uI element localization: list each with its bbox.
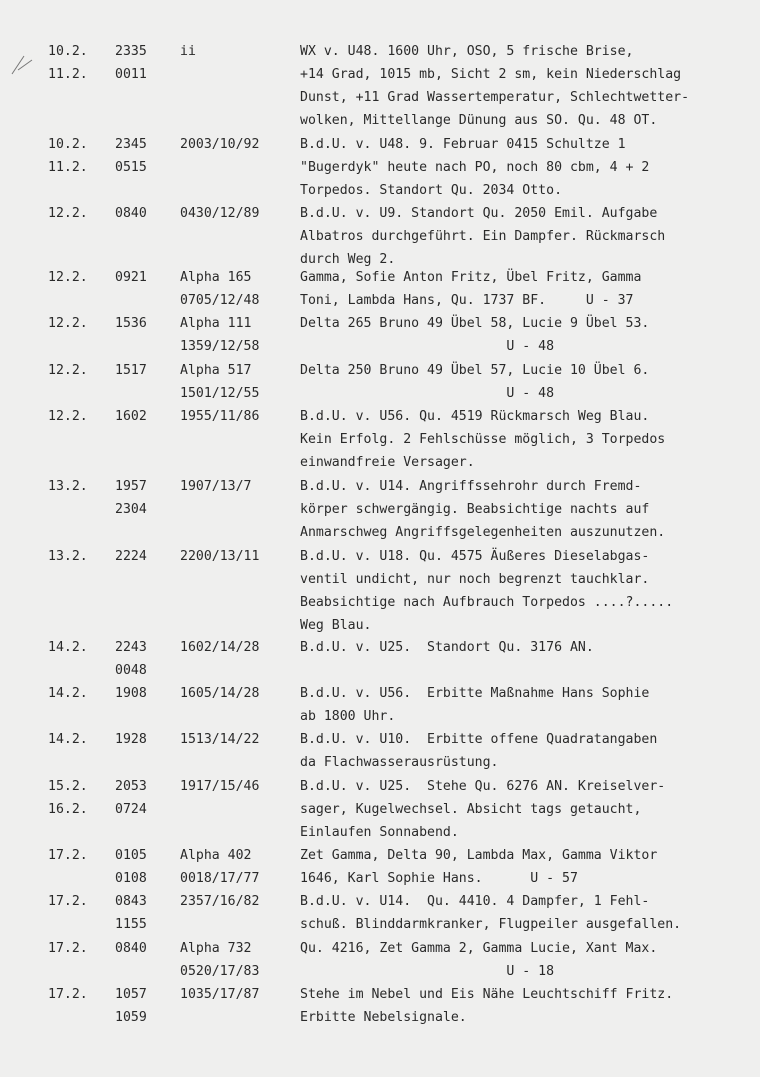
entry-text: U - 18 (300, 964, 555, 979)
entry-time: 2304 (115, 502, 147, 517)
entry-time: 0840 (115, 941, 147, 956)
log-entry (0, 266, 760, 312)
entry-date: 17.2. (48, 987, 88, 1002)
entry-date-column (48, 937, 108, 960)
entry-date-column (48, 983, 108, 1006)
entry-date: 16.2. (48, 802, 88, 817)
entry-time: 2224 (115, 549, 147, 564)
entry-date: 12.2. (48, 409, 88, 424)
entry-date: 12.2. (48, 363, 88, 378)
entry-date-column (48, 133, 108, 179)
log-entry (0, 983, 760, 1029)
entry-text: B.d.U. v. U56. Erbitte Maßnahme Hans Sophie (300, 686, 650, 701)
entry-text: B.d.U. v. U25. Standort Qu. 3176 AN. (300, 640, 594, 655)
entry-text: durch Weg 2. (300, 252, 396, 267)
entry-reference: 1359/12/58 (180, 339, 260, 354)
entry-time: 1602 (115, 409, 147, 424)
entry-time-column (115, 728, 170, 751)
entry-text-column (300, 545, 758, 637)
entry-date: 12.2. (48, 206, 88, 221)
entry-date-column (48, 475, 108, 498)
entry-time: 1536 (115, 316, 147, 331)
entry-date-column (48, 728, 108, 751)
log-entry (0, 405, 760, 474)
entry-time-column (115, 545, 170, 568)
entry-text-column (300, 312, 758, 358)
entry-text: Stehe im Nebel und Eis Nähe Leuchtschiff Fritz. (300, 987, 674, 1002)
log-entry (0, 890, 760, 936)
entry-text: Einlaufen Sonnabend. (300, 825, 459, 840)
entry-date: 14.2. (48, 640, 88, 655)
entry-time-column (115, 133, 170, 179)
entry-reference-column (180, 636, 295, 659)
entry-time: 0105 (115, 848, 147, 863)
entry-time: 0921 (115, 270, 147, 285)
entry-time-column (115, 937, 170, 960)
entry-text: sager, Kugelwechsel. Absicht tags getaucht, (300, 802, 642, 817)
entry-text-column (300, 937, 758, 983)
entry-time: 0724 (115, 802, 147, 817)
entry-text: B.d.U. v. U56. Qu. 4519 Rückmarsch Weg Blau. (300, 409, 650, 424)
entry-date-column (48, 682, 108, 705)
entry-date: 17.2. (48, 894, 88, 909)
entry-reference-column (180, 890, 295, 913)
entry-text-column (300, 133, 758, 202)
entry-reference-column (180, 312, 295, 358)
entry-time-column (115, 475, 170, 521)
log-entry (0, 202, 760, 271)
entry-date: 17.2. (48, 941, 88, 956)
entry-time: 1908 (115, 686, 147, 701)
entry-text: Delta 265 Bruno 49 Übel 58, Lucie 9 Übel 53. (300, 316, 650, 331)
log-entry (0, 133, 760, 202)
entry-reference: 0520/17/83 (180, 964, 260, 979)
entry-time-column (115, 844, 170, 890)
entry-text-column (300, 40, 758, 132)
entry-date: 11.2. (48, 67, 88, 82)
entry-reference: 1501/12/55 (180, 386, 260, 401)
entry-date: 14.2. (48, 732, 88, 747)
entry-date-column (48, 890, 108, 913)
entry-text: B.d.U. v. U18. Qu. 4575 Äußeres Dieselabgas- (300, 549, 650, 564)
entry-time: 2345 (115, 137, 147, 152)
entry-text: WX v. U48. 1600 Uhr, OSO, 5 frische Brise, (300, 44, 634, 59)
entry-text-column (300, 266, 758, 312)
entry-text: Kein Erfolg. 2 Fehlschüsse möglich, 3 Torpedos (300, 432, 666, 447)
log-entry (0, 545, 760, 637)
entry-reference: 0018/17/77 (180, 871, 260, 886)
entry-reference: 2003/10/92 (180, 137, 260, 152)
entry-time: 0108 (115, 871, 147, 886)
entry-reference: 0430/12/89 (180, 206, 260, 221)
entry-text-column (300, 359, 758, 405)
entry-reference-column (180, 937, 295, 983)
entry-date: 12.2. (48, 270, 88, 285)
entry-time: 1155 (115, 917, 147, 932)
entry-date: 10.2. (48, 137, 88, 152)
entry-text: einwandfreie Versager. (300, 455, 475, 470)
entry-text: da Flachwasserausrüstung. (300, 755, 499, 770)
entry-reference-column (180, 202, 295, 225)
entry-text: ab 1800 Uhr. (300, 709, 396, 724)
log-entry (0, 359, 760, 405)
entry-text: B.d.U. v. U10. Erbitte offene Quadratangaben (300, 732, 658, 747)
entry-text: B.d.U. v. U9. Standort Qu. 2050 Emil. Aufgabe (300, 206, 658, 221)
entry-reference: Alpha 165 (180, 270, 252, 285)
entry-time-column (115, 682, 170, 705)
entry-reference-column (180, 40, 295, 63)
entry-reference-column (180, 844, 295, 890)
entry-date-column (48, 636, 108, 659)
entry-reference-column (180, 728, 295, 751)
entry-date-column (48, 40, 108, 86)
entry-time-column (115, 890, 170, 936)
entry-time: 1928 (115, 732, 147, 747)
entry-reference: 1907/13/7 (180, 479, 252, 494)
entry-date-column (48, 202, 108, 225)
entry-reference: 1917/15/46 (180, 779, 260, 794)
entry-text: Gamma, Sofie Anton Fritz, Übel Fritz, Gamma (300, 270, 642, 285)
entry-reference: 2357/16/82 (180, 894, 260, 909)
entry-date-column (48, 545, 108, 568)
entry-reference-column (180, 266, 295, 312)
entry-time-column (115, 405, 170, 428)
entry-time-column (115, 775, 170, 821)
entry-reference: Alpha 517 (180, 363, 252, 378)
entry-time-column (115, 40, 170, 86)
entry-reference: 1035/17/87 (180, 987, 260, 1002)
entry-text-column (300, 983, 758, 1029)
entry-text: ventil undicht, nur noch begrenzt tauchklar. (300, 572, 650, 587)
entry-time: 0048 (115, 663, 147, 678)
entry-text: "Bugerdyk" heute nach PO, noch 80 cbm, 4 + 2 (300, 160, 650, 175)
entry-time: 2335 (115, 44, 147, 59)
entry-reference: Alpha 402 (180, 848, 252, 863)
entry-reference-column (180, 475, 295, 498)
entry-date-column (48, 405, 108, 428)
entry-time-column (115, 636, 170, 682)
entry-reference: 0705/12/48 (180, 293, 260, 308)
entry-reference: 2200/13/11 (180, 549, 260, 564)
log-entry (0, 636, 760, 682)
entry-text: B.d.U. v. U48. 9. Februar 0415 Schultze 1 (300, 137, 626, 152)
entry-text: Toni, Lambda Hans, Qu. 1737 BF. U - 37 (300, 293, 634, 308)
log-entry (0, 312, 760, 358)
entry-reference-column (180, 983, 295, 1006)
entry-text-column (300, 728, 758, 774)
entry-text: B.d.U. v. U14. Qu. 4410. 4 Dampfer, 1 Fehl- (300, 894, 650, 909)
entry-text: Weg Blau. (300, 618, 372, 633)
log-entry (0, 775, 760, 844)
log-entry (0, 475, 760, 544)
entry-text: Beabsichtige nach Aufbrauch Torpedos ....?..... (300, 595, 674, 610)
entry-date: 13.2. (48, 479, 88, 494)
entry-reference: Alpha 111 (180, 316, 252, 331)
entry-text-column (300, 475, 758, 544)
entry-date: 10.2. (48, 44, 88, 59)
entry-reference-column (180, 359, 295, 405)
entry-time-column (115, 312, 170, 335)
log-entry (0, 728, 760, 774)
entry-text: körper schwergängig. Beabsichtige nachts auf (300, 502, 650, 517)
entry-text: Erbitte Nebelsignale. (300, 1010, 467, 1025)
entry-text-column (300, 682, 758, 728)
entry-text-column (300, 636, 758, 659)
entry-reference-column (180, 405, 295, 428)
entry-text: U - 48 (300, 339, 555, 354)
entry-reference-column (180, 545, 295, 568)
entry-date-column (48, 266, 108, 289)
entry-time-column (115, 202, 170, 225)
entry-text-column (300, 890, 758, 936)
entry-time: 2053 (115, 779, 147, 794)
entry-text: Qu. 4216, Zet Gamma 2, Gamma Lucie, Xant Max. (300, 941, 658, 956)
entry-date: 17.2. (48, 848, 88, 863)
entry-date-column (48, 312, 108, 335)
entry-text: wolken, Mittellange Dünung aus SO. Qu. 48 OT. (300, 113, 658, 128)
entry-time: 1957 (115, 479, 147, 494)
entry-text: 1646, Karl Sophie Hans. U - 57 (300, 871, 578, 886)
entry-text: Dunst, +11 Grad Wassertemperatur, Schlechtwetter- (300, 90, 690, 105)
entry-text: Anmarschweg Angriffsgelegenheiten auszunutzen. (300, 525, 666, 540)
entry-reference-column (180, 682, 295, 705)
entry-date: 13.2. (48, 549, 88, 564)
entry-text: B.d.U. v. U14. Angriffssehrohr durch Fremd- (300, 479, 642, 494)
entry-date: 15.2. (48, 779, 88, 794)
entry-text: B.d.U. v. U25. Stehe Qu. 6276 AN. Kreiselver- (300, 779, 666, 794)
entry-date-column (48, 359, 108, 382)
entry-reference: 1513/14/22 (180, 732, 260, 747)
log-entry (0, 937, 760, 983)
entry-time: 2243 (115, 640, 147, 655)
entry-text: U - 48 (300, 386, 555, 401)
entry-reference: 1955/11/86 (180, 409, 260, 424)
entry-text: +14 Grad, 1015 mb, Sicht 2 sm, kein Niederschlag (300, 67, 682, 82)
entry-text: Albatros durchgeführt. Ein Dampfer. Rückmarsch (300, 229, 666, 244)
entry-reference: 1605/14/28 (180, 686, 260, 701)
entry-reference-column (180, 133, 295, 156)
entry-text-column (300, 202, 758, 271)
log-entry (0, 682, 760, 728)
entry-date-column (48, 844, 108, 867)
entry-text: Delta 250 Bruno 49 Übel 57, Lucie 10 Übel 6. (300, 363, 650, 378)
entry-time: 0515 (115, 160, 147, 175)
entry-time: 0843 (115, 894, 147, 909)
entry-text-column (300, 405, 758, 474)
entry-time: 0840 (115, 206, 147, 221)
entry-date: 14.2. (48, 686, 88, 701)
entry-text: Zet Gamma, Delta 90, Lambda Max, Gamma Viktor (300, 848, 658, 863)
entry-text-column (300, 775, 758, 844)
log-entry (0, 40, 760, 132)
entry-time: 1517 (115, 363, 147, 378)
entry-text-column (300, 844, 758, 890)
entry-reference: 1602/14/28 (180, 640, 260, 655)
entry-time-column (115, 266, 170, 289)
entry-date: 11.2. (48, 160, 88, 175)
entry-date: 12.2. (48, 316, 88, 331)
entry-text: Torpedos. Standort Qu. 2034 Otto. (300, 183, 563, 198)
entry-time-column (115, 983, 170, 1029)
entry-date-column (48, 775, 108, 821)
entry-reference-column (180, 775, 295, 798)
entry-time: 1057 (115, 987, 147, 1002)
entry-time-column (115, 359, 170, 382)
entry-reference: Alpha 732 (180, 941, 252, 956)
entry-time: 0011 (115, 67, 147, 82)
entry-time: 1059 (115, 1010, 147, 1025)
log-entry (0, 844, 760, 890)
entry-reference: ii (180, 44, 196, 59)
entry-text: schuß. Blinddarmkranker, Flugpeiler ausgefallen. (300, 917, 682, 932)
